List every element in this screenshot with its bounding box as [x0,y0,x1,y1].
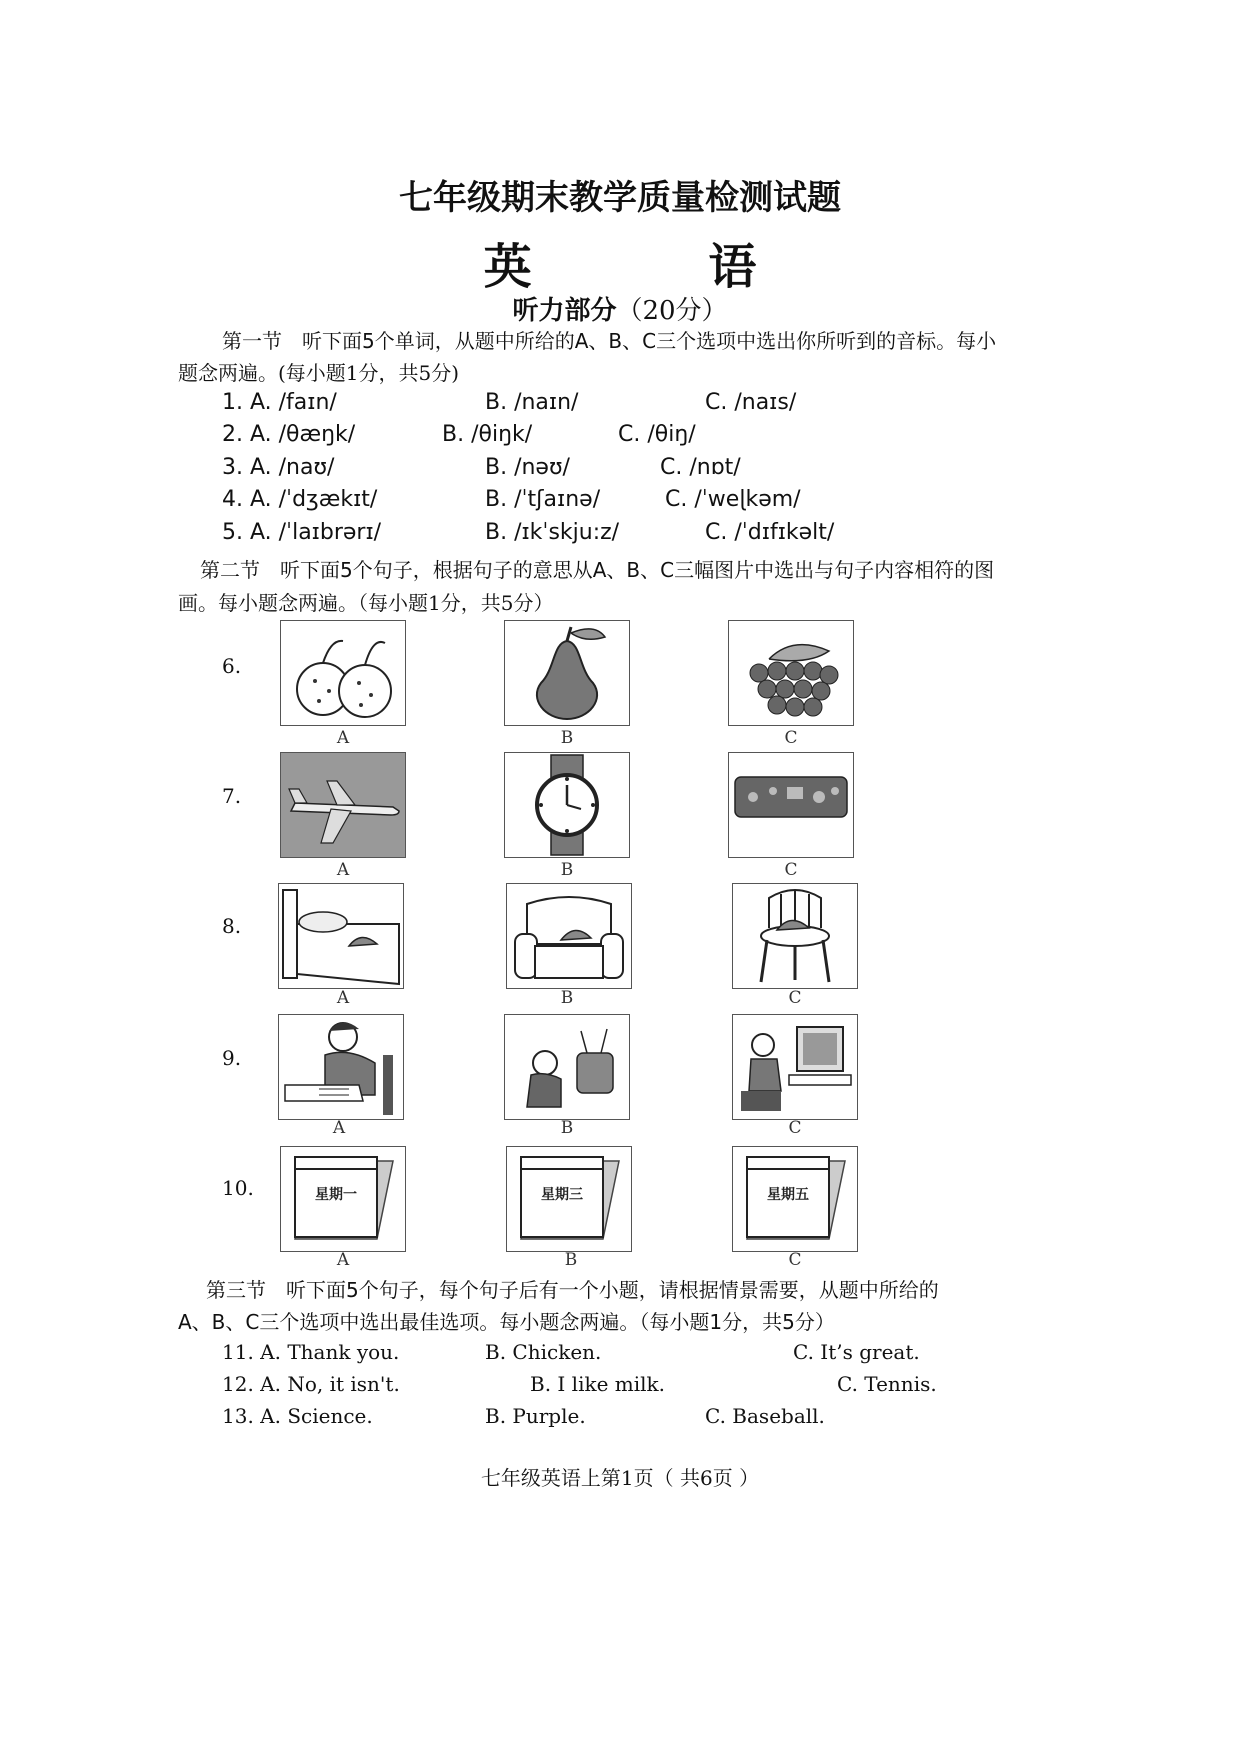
boy-tv-icon [504,1014,630,1120]
q11-option-b: B. Chicken. [485,1340,602,1364]
q13-option-b: B. Purple. [485,1404,586,1428]
bed-cap-icon [278,883,404,989]
q7-label-b: B [560,860,574,880]
part-score: （20分） [616,296,728,326]
q4-option-c: C. /ˈweɭkəm/ [665,487,801,512]
sofa-cap-icon [506,883,632,989]
q8-label-a: A [336,988,350,1008]
q5-option-b: B. /ɪkˈskju:z/ [485,520,620,545]
part-name: 听力部分 [512,296,617,326]
q10-label-b: B [564,1250,578,1270]
calendar-text-c: 星期五 [767,1187,809,1203]
section1-instruction-line1: 第一节 听下面5个单词，从题中所给的A、B、C三个选项中选出你所听到的音标。每小 [222,329,997,353]
q9-label-b: B [560,1118,574,1138]
exam-title: 七年级期末教学质量检测试题 [399,178,841,218]
q6-label-b: B [560,728,574,748]
q2-option-a: 2. A. /θæŋk/ [222,422,356,447]
calendar-icon [280,1146,406,1252]
pear-icon [504,620,630,726]
q12-option-b: B. I like milk. [530,1372,666,1396]
q8-label-c: C [788,988,802,1008]
q10-label-a: A [336,1250,350,1270]
q1-option-c: C. /naɪs/ [705,390,797,415]
calendar-text-a: 星期一 [315,1187,357,1203]
calendar-text-b: 星期三 [541,1187,583,1203]
section3-instruction-line1: 第三节 听下面5个句子，每个句子后有一个小题，请根据情景需要，从题中所给的 [206,1278,939,1302]
section2-instruction-line2: 画。每小题念两遍。（每小题1分，共5分） [178,591,554,615]
strawberry-icon [280,620,406,726]
q12-option-c: C. Tennis. [837,1372,937,1396]
q12-option-a: 12. A. No, it isn't. [222,1372,400,1396]
q11-option-a: 11. A. Thank you. [222,1340,400,1364]
section2-instruction-line1: 第二节 听下面5个句子，根据句子的意思从A、B、C三幅图片中选出与句子内容相符的图 [200,558,995,582]
airplane-icon [280,752,406,858]
q13-option-c: C. Baseball. [705,1404,825,1428]
q9-number: 9. [222,1046,242,1070]
q7-number: 7. [222,784,242,808]
q5-option-a: 5. A. /ˈlaɪbrərɪ/ [222,520,382,545]
q2-option-c: C. /θiŋ/ [618,422,696,447]
section1-instruction-line2: 题念两遍。(每小题1分，共5分) [178,361,460,385]
q7-label-a: A [336,860,350,880]
q13-option-a: 13. A. Science. [222,1404,373,1428]
q10-label-c: C [788,1250,802,1270]
part-title [0,290,1240,327]
q8-label-b: B [560,988,574,1008]
page-footer: 七年级英语上第1页（ 共6页 ） [480,1466,760,1490]
q6-number: 6. [222,654,242,678]
q4-option-b: B. /ˈtʃaɪnə/ [485,487,601,512]
watch-icon [504,752,630,858]
q8-number: 8. [222,914,242,938]
subject-title: 英 语 [483,239,837,295]
q4-option-a: 4. A. /ˈdʒækɪt/ [222,487,378,512]
q11-option-c: C. It’s great. [793,1340,920,1364]
boy-computer-icon [732,1014,858,1120]
calendar-icon [732,1146,858,1252]
chair-cap-icon [732,883,858,989]
q1-option-b: B. /naɪn/ [485,390,579,415]
q6-label-a: A [336,728,350,748]
section3-instruction-line2: A、B、C三个选项中选出最佳选项。每小题念两遍。（每小题1分，共5分） [178,1310,835,1334]
q2-option-b: B. /θiŋk/ [442,422,533,447]
q3-option-b: B. /nəʊ/ [485,455,570,480]
boy-writing-icon [278,1014,404,1120]
q3-option-c: C. /nɒt/ [660,455,741,480]
q9-label-a: A [332,1118,346,1138]
q1-option-a: 1. A. /faɪn/ [222,390,337,415]
pencil-box-icon [728,752,854,858]
q9-label-c: C [788,1118,802,1138]
q5-option-c: C. /ˈdɪfɪkəlt/ [705,520,835,545]
calendar-icon [506,1146,632,1252]
q3-option-a: 3. A. /naʊ/ [222,455,335,480]
q6-label-c: C [784,728,798,748]
grapes-icon [728,620,854,726]
q7-label-c: C [784,860,798,880]
q10-number: 10. [222,1176,254,1200]
